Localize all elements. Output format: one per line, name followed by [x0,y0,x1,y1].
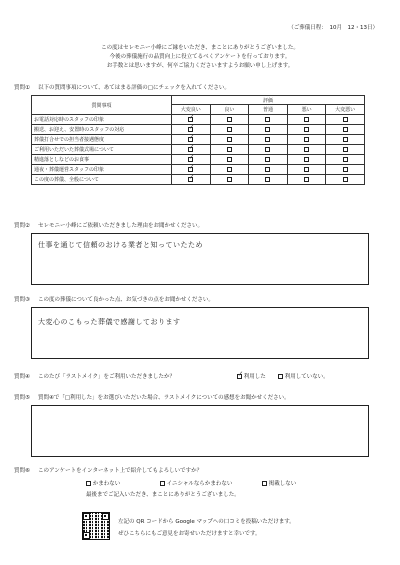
intro-line-2: 今後の葬儀施行の品質向上に役立てるべくアンケートを行っております。 [109,54,291,60]
footer-line-1: 左記の QR コードから Google マップへの口コミを投稿いただけます。 [118,519,295,525]
rating-checkbox[interactable] [188,147,193,152]
rating-checkbox[interactable] [265,157,270,162]
rating-item: お電話対応時のスタッフの印象 [32,115,172,125]
q4-option-used[interactable] [237,373,266,381]
q2-answer: 仕事を通じて信頼のおける業者と知っていたため [38,241,203,249]
rating-checkbox[interactable] [227,167,232,172]
rating-checkbox[interactable] [188,177,193,182]
rating-checkbox[interactable] [227,157,232,162]
checkbox-icon[interactable] [262,481,267,486]
rating-checkbox[interactable] [265,137,270,142]
table-row [32,145,365,155]
q3-text: この度の葬儀について良かった点、お気づきの点をお聞かせください。 [38,297,214,303]
q6-option-no[interactable] [262,480,296,488]
rating-checkbox[interactable] [304,157,309,162]
rating-checkbox[interactable] [343,157,348,162]
rating-checkbox[interactable] [188,137,193,142]
q4-option-not-used-label: 利用していない。 [284,374,329,380]
rating-checkbox[interactable] [265,177,270,182]
rating-item: 精進落としなどのお食事 [32,155,172,165]
rating-header-average: 普通 [249,105,288,115]
q6-option-ok-label: かまわない [92,481,121,487]
rating-checkbox[interactable] [227,117,232,122]
rating-item: ご利用いただいた葬儀式場について [32,145,172,155]
rating-header-bad: 悪い [287,105,326,115]
rating-checkbox[interactable] [343,167,348,172]
rating-checkbox[interactable] [265,147,270,152]
q2-text: セレモニー小峰にご依頼いただきました理由をお聞かせください。 [38,223,204,229]
rating-checkbox[interactable] [304,117,309,122]
rating-checkbox[interactable] [265,117,270,122]
rating-checkbox[interactable] [227,137,232,142]
q3-label: 質問③ [14,297,30,303]
q4-option-used-label: 利用した [243,374,266,380]
rating-item: 搬送、お迎え、安置時のスタッフの対応 [32,125,172,135]
rating-header-good: 良い [210,105,249,115]
rating-header-very-bad: 大変悪い [326,105,365,115]
rating-checkbox[interactable] [343,177,348,182]
qr-code-icon[interactable] [82,512,110,540]
q5-text: 質問④で「□利用した」をお選びいただいた場合、ラストメイクについての感想をお聞かせください。 [38,395,290,401]
rating-checkbox[interactable] [304,137,309,142]
rating-checkbox[interactable] [188,157,193,162]
table-row [32,125,365,135]
rating-table [31,95,365,185]
table-row [32,175,365,185]
rating-checkbox[interactable] [265,127,270,132]
rating-checkbox[interactable] [343,137,348,142]
q3-answer: 大変心のこもった葬儀で感謝しております [38,318,181,326]
rating-checkbox[interactable] [188,117,193,122]
q6-option-initials[interactable] [160,480,232,488]
q1-label: 質問① [14,85,30,91]
q2-answer-box[interactable] [31,233,369,285]
q5-label: 質問⑤ [14,395,30,401]
rating-checkbox[interactable] [227,177,232,182]
rating-item: 通夜・葬儀運営スタッフの印象 [32,165,172,175]
rating-checkbox[interactable] [304,167,309,172]
rating-item: 葬儀打合せでの担当者接遇態度 [32,135,172,145]
rating-checkbox[interactable] [227,127,232,132]
q6-option-initials-label: イニシャルならかまわない [166,481,233,487]
q4-label: 質問④ [14,374,30,380]
checkbox-icon[interactable] [237,374,242,379]
rating-header-excellent: 大変良い [172,105,211,115]
intro-line-1: この度はセレモニー小峰にご縁をいただき、まことにありがとうございました。 [101,45,299,51]
table-row [32,155,365,165]
rating-checkbox[interactable] [304,127,309,132]
q5-answer-box[interactable] [31,405,369,457]
rating-checkbox[interactable] [343,117,348,122]
intro-line-3: お手数とは思いますが、何卒ご協力くださいますようお願い申し上げます。 [106,63,294,69]
table-row [32,115,365,125]
q6-option-no-label: 掲載しない [268,481,297,487]
rating-checkbox[interactable] [188,127,193,132]
rating-checkbox[interactable] [227,147,232,152]
table-row [32,135,365,145]
table-row [32,165,365,175]
q2-label: 質問② [14,223,30,229]
closing-message: 最後までご記入いただき、まことにありがとうございました。 [86,492,240,498]
q1-text: 以下の質問事項について、あてはまる評価の□にチェックを入れてください。 [38,85,230,91]
checkbox-icon[interactable] [160,481,165,486]
q4-option-not-used[interactable] [278,373,329,381]
rating-checkbox[interactable] [188,167,193,172]
checkbox-icon[interactable] [86,481,91,486]
q6-label: 質問⑥ [14,468,30,474]
footer-line-2: ぜひこちらにもご意見をお寄せいただけますと幸いです。 [118,531,261,537]
col-item-header: 質問事項 [32,96,172,115]
rating-checkbox[interactable] [343,147,348,152]
ceremony-date: （ご葬儀日程： 10月 12・13日） [288,25,378,31]
rating-checkbox[interactable] [265,167,270,172]
q3-answer-box[interactable] [31,307,369,359]
q4-text: このたび「ラストメイク」をご利用いただきましたか？ [38,374,176,380]
rating-checkbox[interactable] [304,147,309,152]
rating-checkbox[interactable] [343,127,348,132]
q6-option-ok[interactable] [86,480,120,488]
checkbox-icon[interactable] [278,374,283,379]
rating-item: この度の葬儀、全般について [32,175,172,185]
q6-text: このアンケートをインターネット上で紹介してもよろしいですか？ [38,468,203,474]
col-rating-header: 評価 [172,96,365,105]
rating-checkbox[interactable] [304,177,309,182]
